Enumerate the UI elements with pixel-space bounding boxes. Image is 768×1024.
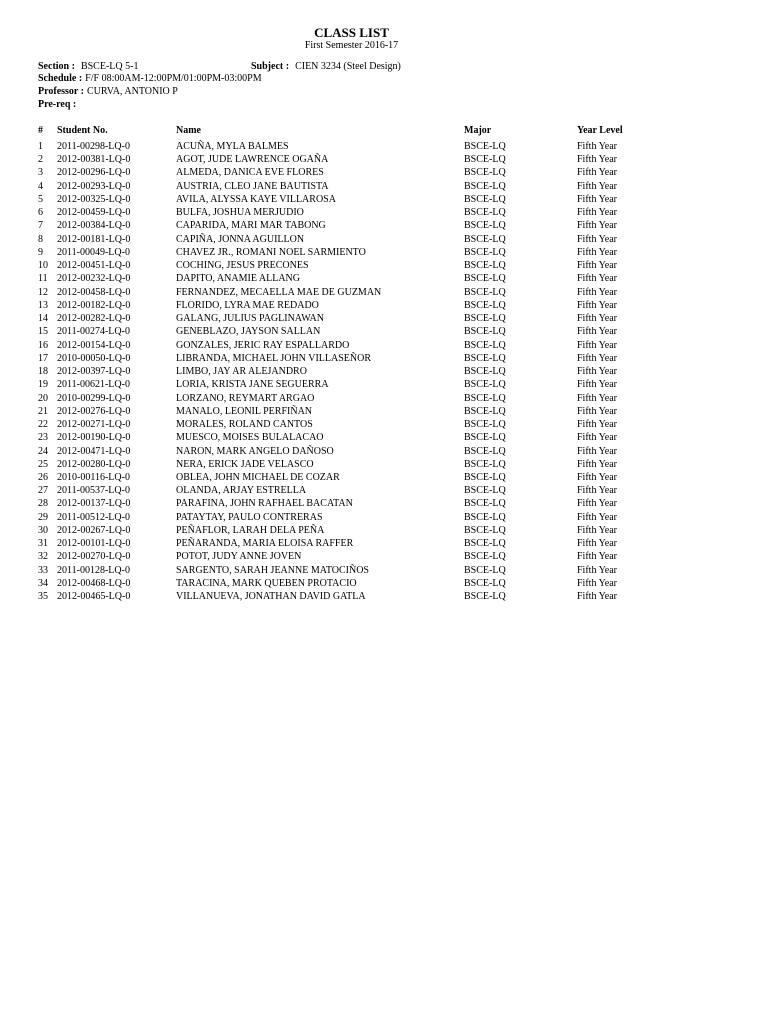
row-number: 29 xyxy=(38,511,48,523)
student-name: AVILA, ALYSSA KAYE VILLAROSA xyxy=(176,193,336,205)
student-number: 2011-00621-LQ-0 xyxy=(57,379,130,391)
student-name: OBLEA, JOHN MICHAEL DE COZAR xyxy=(176,472,340,483)
student-number: 2012-00232-LQ-0 xyxy=(57,273,131,285)
student-number: 2012-00271-LQ-0 xyxy=(57,419,131,431)
student-number: 2012-00267-LQ-0 xyxy=(57,524,131,536)
student-year-level: Fifth Year xyxy=(577,485,618,497)
row-number: 4 xyxy=(38,180,43,192)
student-year-level: Fifth Year xyxy=(577,273,618,285)
student-name: OLANDA, ARJAY ESTRELLA xyxy=(176,485,307,497)
student-number: 2012-00181-LQ-0 xyxy=(57,233,131,245)
row-number: 7 xyxy=(38,220,43,232)
student-year-level: Fifth Year xyxy=(577,313,618,325)
row-number: 1 xyxy=(38,141,43,152)
student-major: BSCE-LQ xyxy=(464,366,506,378)
table-row xyxy=(0,193,768,206)
row-number: 18 xyxy=(38,366,48,378)
column-header-year-level: Year Level xyxy=(577,125,623,136)
student-name: MANALO, LEONIL PERFIÑAN xyxy=(176,405,313,417)
student-year-level: Fifth Year xyxy=(577,154,618,166)
student-name: VILLANUEVA, JONATHAN DAVID GATLA xyxy=(176,591,366,603)
student-number: 2012-00182-LQ-0 xyxy=(57,299,131,311)
row-number: 16 xyxy=(38,339,48,351)
student-number: 2010-00299-LQ-0 xyxy=(57,392,131,404)
student-number: 2012-00471-LQ-0 xyxy=(57,445,131,457)
student-year-level: Fifth Year xyxy=(577,246,618,258)
student-number: 2012-00276-LQ-0 xyxy=(57,405,131,417)
student-major: BSCE-LQ xyxy=(464,286,506,298)
student-number: 2011-00512-LQ-0 xyxy=(57,511,130,523)
schedule-label: Schedule : xyxy=(38,73,83,84)
prereq-label: Pre-req : xyxy=(38,99,77,110)
student-year-level: Fifth Year xyxy=(577,286,618,298)
student-year-level: Fifth Year xyxy=(577,472,618,483)
table-row xyxy=(0,405,768,418)
professor-line xyxy=(38,85,178,98)
student-name: LIMBO, JAY AR ALEJANDRO xyxy=(176,366,307,378)
row-number: 11 xyxy=(38,273,48,285)
student-year-level: Fifth Year xyxy=(577,260,618,272)
student-name: NARON, MARK ANGELO DAÑOSO xyxy=(176,445,334,457)
student-name: MORALES, ROLAND CANTOS xyxy=(176,419,313,431)
student-year-level: Fifth Year xyxy=(577,498,618,510)
student-name: CAPARIDA, MARI MAR TABONG xyxy=(176,220,326,232)
student-name: SARGENTO, SARAH JEANNE MATOCIÑOS xyxy=(176,564,369,576)
row-number: 27 xyxy=(38,485,48,497)
subject-value: CIEN 3234 (Steel Design) xyxy=(295,61,401,72)
row-number: 35 xyxy=(38,591,48,603)
student-major: BSCE-LQ xyxy=(464,564,506,576)
student-name: ALMEDA, DANICA EVE FLORES xyxy=(176,167,324,179)
student-year-level: Fifth Year xyxy=(577,207,618,219)
student-year-level: Fifth Year xyxy=(577,524,618,536)
table-row xyxy=(0,140,768,153)
student-major: BSCE-LQ xyxy=(464,207,506,219)
student-major: BSCE-LQ xyxy=(464,352,506,364)
student-major: BSCE-LQ xyxy=(464,273,506,285)
student-major: BSCE-LQ xyxy=(464,154,506,166)
row-number: 20 xyxy=(38,392,48,404)
table-row xyxy=(0,537,768,550)
student-major: BSCE-LQ xyxy=(464,180,506,192)
row-number: 15 xyxy=(38,326,48,338)
student-name: DAPITO, ANAMIE ALLANG xyxy=(176,273,300,285)
student-name: GALANG, JULIUS PAGLINAWAN xyxy=(176,313,324,325)
student-name: BULFA, JOSHUA MERJUDIO xyxy=(176,207,304,219)
student-major: BSCE-LQ xyxy=(464,233,506,245)
student-major: BSCE-LQ xyxy=(464,577,506,589)
table-row xyxy=(0,392,768,405)
student-number: 2012-00101-LQ-0 xyxy=(57,538,131,550)
student-name: AUSTRIA, CLEO JANE BAUTISTA xyxy=(176,180,329,192)
student-year-level: Fifth Year xyxy=(577,233,618,245)
student-year-level: Fifth Year xyxy=(577,326,618,338)
student-number: 2012-00384-LQ-0 xyxy=(57,220,131,232)
student-number: 2012-00282-LQ-0 xyxy=(57,313,131,325)
student-major: BSCE-LQ xyxy=(464,551,506,563)
row-number: 34 xyxy=(38,577,48,589)
student-major: BSCE-LQ xyxy=(464,591,506,603)
column-header-name: Name xyxy=(176,125,201,136)
student-number: 2012-00137-LQ-0 xyxy=(57,498,131,510)
column-header-major: Major xyxy=(464,125,492,136)
table-row xyxy=(0,458,768,471)
row-number: 17 xyxy=(38,352,48,364)
student-name: CAPIÑA, JONNA AGUILLON xyxy=(176,233,305,245)
table-row xyxy=(0,246,768,259)
row-number: 10 xyxy=(38,260,48,272)
student-number: 2012-00154-LQ-0 xyxy=(57,339,131,351)
table-row xyxy=(0,471,768,484)
table-row xyxy=(0,445,768,458)
student-major: BSCE-LQ xyxy=(464,445,506,457)
row-number: 9 xyxy=(38,246,43,258)
student-number: 2012-00397-LQ-0 xyxy=(57,366,131,378)
student-number: 2012-00325-LQ-0 xyxy=(57,193,131,205)
table-row xyxy=(0,180,768,193)
row-number: 6 xyxy=(38,207,43,219)
student-number: 2011-00128-LQ-0 xyxy=(57,564,130,576)
student-name: TARACINA, MARK QUEBEN PROTACIO xyxy=(176,577,357,589)
row-number: 13 xyxy=(38,299,48,311)
student-number: 2011-00049-LQ-0 xyxy=(57,246,130,258)
table-row xyxy=(0,206,768,219)
student-major: BSCE-LQ xyxy=(464,498,506,510)
table-row xyxy=(0,577,768,590)
student-year-level: Fifth Year xyxy=(577,577,618,589)
column-header-student-no: Student No. xyxy=(57,125,108,136)
section-label: Section : xyxy=(38,61,75,72)
student-number: 2012-00451-LQ-0 xyxy=(57,260,131,272)
table-row xyxy=(0,312,768,325)
student-name: NERA, ERICK JADE VELASCO xyxy=(176,458,314,470)
student-year-level: Fifth Year xyxy=(577,551,618,563)
student-year-level: Fifth Year xyxy=(577,432,618,444)
student-major: BSCE-LQ xyxy=(464,246,506,258)
student-number: 2010-00050-LQ-0 xyxy=(57,352,131,364)
student-number: 2011-00537-LQ-0 xyxy=(57,485,130,497)
row-number: 23 xyxy=(38,432,48,444)
student-major: BSCE-LQ xyxy=(464,405,506,417)
student-year-level: Fifth Year xyxy=(577,511,618,523)
student-major: BSCE-LQ xyxy=(464,419,506,431)
row-number: 5 xyxy=(38,193,43,205)
student-major: BSCE-LQ xyxy=(464,432,506,444)
student-major: BSCE-LQ xyxy=(464,458,506,470)
table-row xyxy=(0,259,768,272)
student-major: BSCE-LQ xyxy=(464,472,506,483)
student-year-level: Fifth Year xyxy=(577,220,618,232)
row-number: 21 xyxy=(38,405,48,417)
student-year-level: Fifth Year xyxy=(577,339,618,351)
student-number: 2012-00190-LQ-0 xyxy=(57,432,131,444)
row-number: 22 xyxy=(38,419,48,431)
student-major: BSCE-LQ xyxy=(464,220,506,232)
student-name: PATAYTAY, PAULO CONTRERAS xyxy=(176,511,323,523)
student-major: BSCE-LQ xyxy=(464,392,506,404)
table-row xyxy=(0,431,768,444)
student-major: BSCE-LQ xyxy=(464,260,506,272)
table-row xyxy=(0,378,768,391)
student-name: ACUÑA, MYLA BALMES xyxy=(176,141,289,152)
semester-subtitle: First Semester 2016-17 xyxy=(304,40,399,51)
row-number: 8 xyxy=(38,233,43,245)
table-row xyxy=(0,590,768,603)
student-major: BSCE-LQ xyxy=(464,485,506,497)
table-row xyxy=(0,524,768,537)
student-name: POTOT, JUDY ANNE JOVEN xyxy=(176,551,302,563)
student-year-level: Fifth Year xyxy=(577,405,618,417)
table-row xyxy=(0,325,768,338)
table-row xyxy=(0,511,768,524)
row-number: 25 xyxy=(38,458,48,470)
student-name: COCHING, JESUS PRECONES xyxy=(176,260,309,272)
student-major: BSCE-LQ xyxy=(464,299,506,311)
student-name: CHAVEZ JR., ROMANI NOEL SARMIENTO xyxy=(176,246,366,258)
student-year-level: Fifth Year xyxy=(577,299,618,311)
student-number: 2012-00296-LQ-0 xyxy=(57,167,131,179)
student-year-level: Fifth Year xyxy=(577,458,618,470)
student-name: LORZANO, REYMART ARGAO xyxy=(176,392,315,404)
student-major: BSCE-LQ xyxy=(464,141,506,152)
student-name: PEÑARANDA, MARIA ELOISA RAFFER xyxy=(176,538,354,550)
table-row xyxy=(0,339,768,352)
student-number: 2011-00298-LQ-0 xyxy=(57,141,130,152)
professor-label: Professor : xyxy=(38,86,85,97)
row-number: 19 xyxy=(38,379,48,391)
student-number: 2012-00381-LQ-0 xyxy=(57,154,131,166)
table-row xyxy=(0,497,768,510)
student-year-level: Fifth Year xyxy=(577,193,618,205)
student-major: BSCE-LQ xyxy=(464,524,506,536)
subject-label: Subject : xyxy=(251,61,290,72)
student-number: 2010-00116-LQ-0 xyxy=(57,472,130,483)
row-number: 31 xyxy=(38,538,48,550)
student-number: 2012-00280-LQ-0 xyxy=(57,458,131,470)
student-year-level: Fifth Year xyxy=(577,392,618,404)
student-name: FERNANDEZ, MECAELLA MAE DE GUZMAN xyxy=(176,286,382,298)
student-year-level: Fifth Year xyxy=(577,419,618,431)
student-name: AGOT, JUDE LAWRENCE OGAÑA xyxy=(176,154,329,166)
row-number: 28 xyxy=(38,498,48,510)
student-major: BSCE-LQ xyxy=(464,511,506,523)
student-major: BSCE-LQ xyxy=(464,339,506,351)
table-row xyxy=(0,365,768,378)
table-row xyxy=(0,418,768,431)
student-name: LORIA, KRISTA JANE SEGUERRA xyxy=(176,379,329,391)
column-header-number: # xyxy=(38,125,43,136)
student-name: GONZALES, JERIC RAY ESPALLARDO xyxy=(176,339,350,351)
row-number: 32 xyxy=(38,551,48,563)
row-number: 2 xyxy=(38,154,43,166)
student-major: BSCE-LQ xyxy=(464,167,506,179)
table-row xyxy=(0,272,768,285)
student-name: LIBRANDA, MICHAEL JOHN VILLASEÑOR xyxy=(176,352,371,364)
table-row xyxy=(0,166,768,179)
student-year-level: Fifth Year xyxy=(577,180,618,192)
professor-value: CURVA, ANTONIO P xyxy=(87,86,178,97)
table-row xyxy=(0,564,768,577)
student-number: 2012-00458-LQ-0 xyxy=(57,286,131,298)
student-year-level: Fifth Year xyxy=(577,564,618,576)
table-row xyxy=(0,484,768,497)
prereq-line xyxy=(38,98,82,111)
student-year-level: Fifth Year xyxy=(577,379,618,391)
student-year-level: Fifth Year xyxy=(577,591,618,603)
table-row xyxy=(0,219,768,232)
student-year-level: Fifth Year xyxy=(577,538,618,550)
row-number: 12 xyxy=(38,286,48,298)
student-year-level: Fifth Year xyxy=(577,366,618,378)
student-year-level: Fifth Year xyxy=(577,445,618,457)
section-value: BSCE-LQ 5-1 xyxy=(80,61,139,72)
table-row xyxy=(0,299,768,312)
row-number: 30 xyxy=(38,524,48,536)
student-name: PEÑAFLOR, LARAH DELA PEÑA xyxy=(176,524,325,536)
student-year-level: Fifth Year xyxy=(577,141,618,152)
student-major: BSCE-LQ xyxy=(464,326,506,338)
student-name: GENEBLAZO, JAYSON SALLAN xyxy=(176,326,321,338)
student-major: BSCE-LQ xyxy=(464,379,506,391)
row-number: 14 xyxy=(38,313,48,325)
schedule-value: F/F 08:00AM-12:00PM/01:00PM-03:00PM xyxy=(85,73,262,84)
student-name: FLORIDO, LYRA MAE REDADO xyxy=(176,299,319,311)
row-number: 3 xyxy=(38,167,43,179)
student-number: 2012-00465-LQ-0 xyxy=(57,591,131,603)
subject-group xyxy=(251,60,401,73)
student-number: 2012-00468-LQ-0 xyxy=(57,577,131,589)
schedule-line xyxy=(38,72,262,85)
table-row xyxy=(0,550,768,563)
student-number: 2011-00274-LQ-0 xyxy=(57,326,130,338)
table-row xyxy=(0,153,768,166)
row-number: 24 xyxy=(38,445,48,457)
student-major: BSCE-LQ xyxy=(464,538,506,550)
student-name: MUESCO, MOISES BULALACAO xyxy=(176,432,324,444)
student-year-level: Fifth Year xyxy=(577,352,618,364)
student-number: 2012-00459-LQ-0 xyxy=(57,207,131,219)
student-number: 2012-00293-LQ-0 xyxy=(57,180,131,192)
student-name: PARAFINA, JOHN RAFHAEL BACATAN xyxy=(176,498,353,510)
document-title: CLASS LIST xyxy=(314,25,389,40)
student-year-level: Fifth Year xyxy=(577,167,618,179)
student-major: BSCE-LQ xyxy=(464,313,506,325)
table-row xyxy=(0,286,768,299)
student-major: BSCE-LQ xyxy=(464,193,506,205)
row-number: 33 xyxy=(38,564,48,576)
table-row xyxy=(0,233,768,246)
table-row xyxy=(0,352,768,365)
row-number: 26 xyxy=(38,472,48,483)
student-number: 2012-00270-LQ-0 xyxy=(57,551,131,563)
